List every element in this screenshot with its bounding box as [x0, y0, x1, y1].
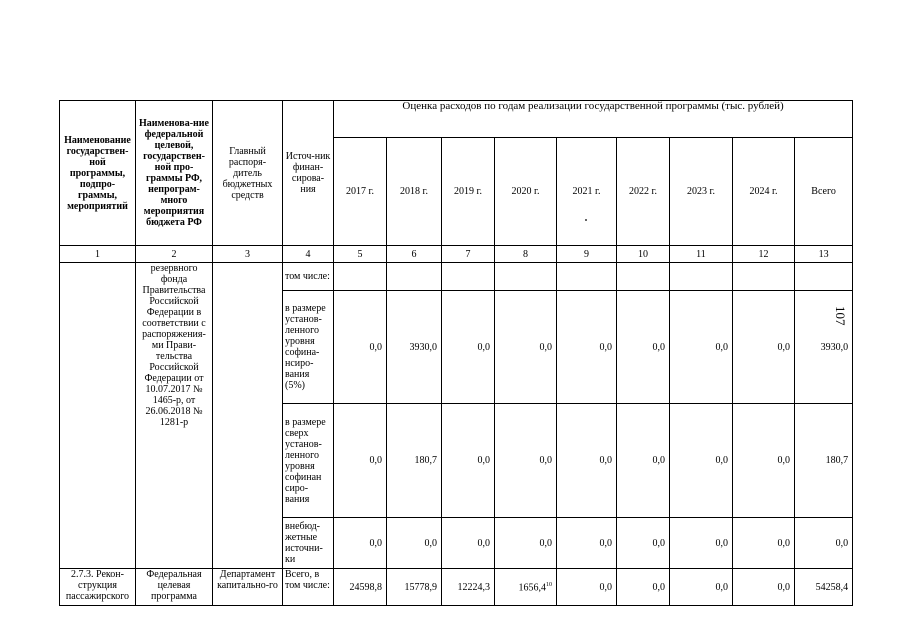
value-cell — [495, 569, 557, 606]
value-cell: 0,0 — [387, 518, 442, 569]
column-number: 10 — [617, 246, 670, 263]
column-number: 9 — [557, 246, 617, 263]
header-budget-manager: Главный распоря-дитель бюджетных средств — [213, 101, 283, 246]
year-header-5: 2022 г. — [617, 138, 670, 246]
header-program-name: Наименование государствен-ной программы, подпро-граммы, мероприятий — [60, 101, 136, 246]
federal-program-cell: Федеральная целевая программа — [136, 569, 213, 606]
header-federal-program: Наименова-ние федеральной целевой, государствен-ной про-граммы РФ, непрограм-много мероприятия бюджета РФ — [136, 101, 213, 246]
value-cell: 0,0 — [495, 518, 557, 569]
value-cell: 0,0 — [617, 291, 670, 404]
value-cell: 0,0 — [670, 518, 733, 569]
source-cell: в размере сверх установ-ленного уровня софинан сиро-вания — [283, 404, 334, 518]
value-cell — [442, 263, 495, 291]
program-name-cell — [60, 263, 136, 569]
value-cell — [795, 263, 853, 291]
value-text: 0,0 — [715, 581, 728, 593]
value-cell: 0,0 — [557, 518, 617, 569]
value-cell: 0,0 — [733, 404, 795, 518]
value-cell: 0,0 — [617, 404, 670, 518]
column-number: 1 — [60, 246, 136, 263]
value-cell — [617, 263, 670, 291]
value-cell — [670, 263, 733, 291]
header-funding-source: Источ-ник финан-сирова-ния — [283, 101, 334, 246]
value-cell: 0,0 — [617, 518, 670, 569]
value-cell — [557, 569, 617, 606]
source-cell: в размере установ-ленного уровня софина-нсиро-вания (5%) — [283, 291, 334, 404]
value-cell — [387, 569, 442, 606]
header-expense-estimate: Оценка расходов по годам реализации государственной программы (тыс. рублей) — [334, 101, 853, 138]
value-cell: 0,0 — [733, 518, 795, 569]
value-text: 0,0 — [599, 581, 612, 593]
value-cell — [334, 569, 387, 606]
value-cell: 0,0 — [795, 518, 853, 569]
value-cell: 180,7 — [795, 404, 853, 518]
value-cell: 0,0 — [733, 291, 795, 404]
year-header-6: 2023 г. — [670, 138, 733, 246]
year-header-3: 2020 г. — [495, 138, 557, 246]
value-cell — [733, 569, 795, 606]
value-text: 54258,4 — [815, 581, 849, 593]
value-cell — [387, 263, 442, 291]
year-header-7: 2024 г. — [733, 138, 795, 246]
value-cell: 0,0 — [442, 291, 495, 404]
value-cell: 0,0 — [334, 291, 387, 404]
column-number: 5 — [334, 246, 387, 263]
value-cell — [795, 569, 853, 606]
value-cell — [733, 263, 795, 291]
column-number: 8 — [495, 246, 557, 263]
column-number: 4 — [283, 246, 334, 263]
value-cell: 0,0 — [495, 291, 557, 404]
column-number: 7 — [442, 246, 495, 263]
value-cell — [670, 569, 733, 606]
value-cell — [617, 569, 670, 606]
value-cell: 0,0 — [442, 404, 495, 518]
value-cell: 0,0 — [334, 404, 387, 518]
year-header-2: 2019 г. — [442, 138, 495, 246]
source-cell: внебюд-жетные источни-ки — [283, 518, 334, 569]
value-cell — [442, 569, 495, 606]
budget-manager-cell: Департамент капитально-го — [213, 569, 283, 606]
source-cell: том числе: — [283, 263, 334, 291]
value-text: 0,0 — [777, 581, 790, 593]
column-number: 3 — [213, 246, 283, 263]
column-number: 2 — [136, 246, 213, 263]
value-cell: 0,0 — [442, 518, 495, 569]
value-cell: 0,0 — [334, 518, 387, 569]
value-cell — [557, 263, 617, 291]
column-number: 11 — [670, 246, 733, 263]
column-number: 13 — [795, 246, 853, 263]
value-cell: 3930,0 — [795, 291, 853, 404]
value-cell: 0,0 — [557, 404, 617, 518]
column-number: 6 — [387, 246, 442, 263]
value-text: 15778,9 — [404, 581, 437, 593]
footnote-mark: 10 — [546, 582, 552, 589]
source-cell: Всего, в том числе: — [283, 569, 334, 606]
value-cell: 0,0 — [670, 404, 733, 518]
column-number: 12 — [733, 246, 795, 263]
event-name-cell: 2.7.3. Рекон-струкция пассажирского — [60, 569, 136, 606]
budget-table — [59, 100, 853, 606]
year-header-1: 2018 г. — [387, 138, 442, 246]
page-number: 107 — [833, 306, 848, 326]
value-cell — [334, 263, 387, 291]
value-cell: 0,0 — [670, 291, 733, 404]
year-header-4: 2021 г. — [557, 138, 617, 246]
value-text: 24598,8 — [349, 581, 382, 593]
value-cell — [495, 263, 557, 291]
value-text: 12224,3 — [457, 581, 490, 593]
year-header-8: Всего — [795, 138, 853, 246]
value-cell: 180,7 — [387, 404, 442, 518]
value-cell: 0,0 — [557, 291, 617, 404]
federal-program-cell: резервного фонда Правительства Российской Федерации в соответствии с распоряжения-ми Прави-тельства Российской Федерации от 10.07.2017 № 1465-р, от 26.06.2018 № 1281-р — [136, 263, 213, 569]
budget-manager-cell — [213, 263, 283, 569]
scan-speck — [585, 219, 587, 221]
value-text: 1656,4 — [518, 582, 546, 594]
value-cell: 3930,0 — [387, 291, 442, 404]
column-number-row — [60, 246, 853, 263]
value-cell: 0,0 — [495, 404, 557, 518]
value-text: 0,0 — [652, 581, 665, 593]
year-header-0: 2017 г. — [334, 138, 387, 246]
